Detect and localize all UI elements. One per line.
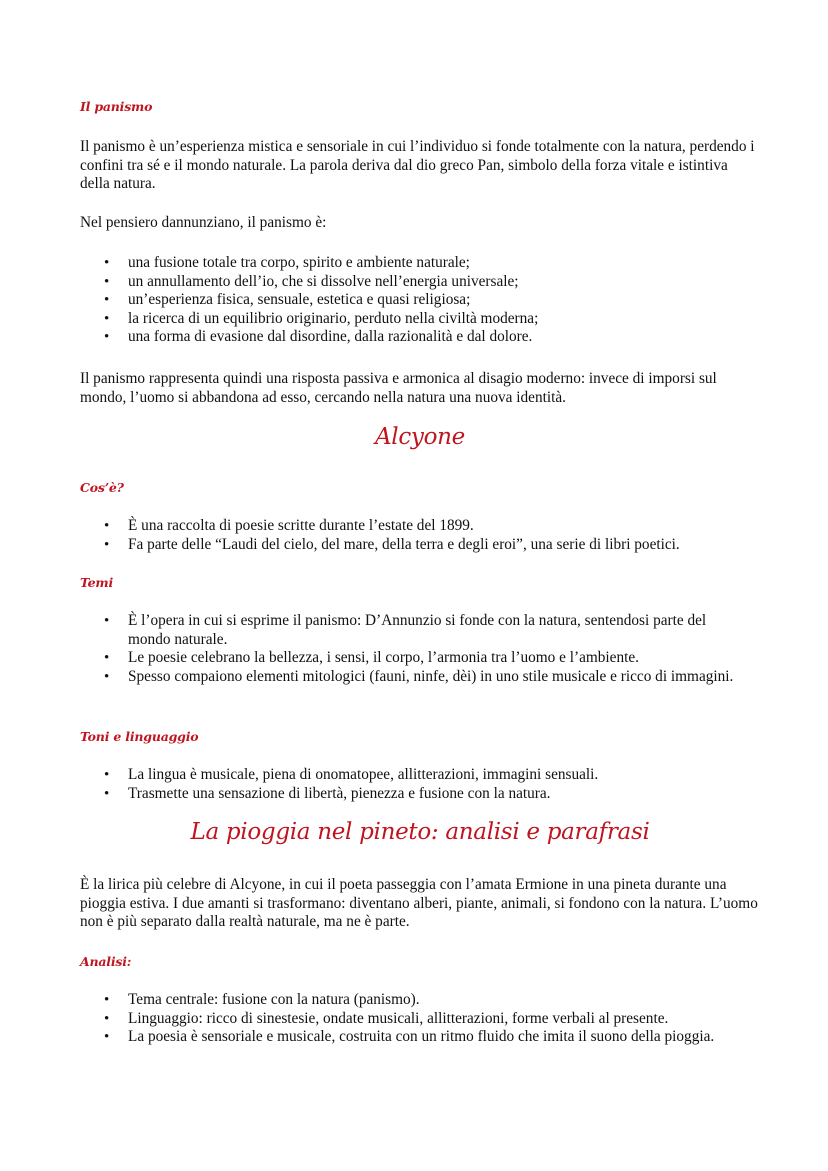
heading-analisi: Analisi: — [80, 954, 132, 969]
list-item: • La poesia è sensoriale e musicale, costruita con un ritmo fluido che imita il suono della pioggia. — [80, 1028, 740, 1047]
heading-alcyone: Alcyone — [374, 424, 465, 450]
toni-list — [80, 766, 740, 803]
list-item: • È l’opera in cui si esprime il panismo: D’Annunzio si fonde con la natura, sentendosi parte del mondo naturale. — [80, 612, 740, 649]
panismo-lead: Nel pensiero dannunziano, il panismo è: — [80, 214, 327, 231]
list-item: • Trasmette una sensazione di libertà, pienezza e fusione con la natura. — [80, 785, 740, 804]
panismo-list — [80, 254, 740, 347]
analisi-list — [80, 991, 740, 1047]
list-item: • una forma di evasione dal disordine, dalla razionalità e dal dolore. — [80, 328, 740, 347]
heading-cose: Cos’è? — [80, 480, 124, 495]
list-item: • un annullamento dell’io, che si dissolve nell’energia universale; — [80, 273, 740, 292]
heading-il-panismo: Il panismo — [80, 99, 153, 114]
cose-list — [80, 517, 740, 554]
list-item: • un’esperienza fisica, sensuale, estetica e quasi religiosa; — [80, 291, 740, 310]
heading-pioggia-nel-pineto: La pioggia nel pineto: analisi e parafrasi — [190, 819, 650, 845]
list-item: • È una raccolta di poesie scritte durante l’estate del 1899. — [80, 517, 740, 536]
list-item: • la ricerca di un equilibrio originario, perduto nella civiltà moderna; — [80, 310, 740, 329]
temi-list — [80, 612, 740, 686]
list-item: • Le poesie celebrano la bellezza, i sensi, il corpo, l’armonia tra l’uomo e l’ambiente. — [80, 649, 740, 668]
list-item: • Fa parte delle “Laudi del cielo, del mare, della terra e degli eroi”, una serie di libri poetici. — [80, 536, 740, 555]
heading-toni-linguaggio: Toni e linguaggio — [80, 729, 199, 744]
list-item: • Spesso compaiono elementi mitologici (fauni, ninfe, dèi) in uno stile musicale e ricco di immagini. — [80, 668, 740, 687]
list-item: • Tema centrale: fusione con la natura (panismo). — [80, 991, 740, 1010]
panismo-conclusion: Il panismo rappresenta quindi una risposta passiva e armonica al disagio moderno: invece di imporsi sul mondo, l’uomo si abbandona ad esso, cercando nella natura una nuova identità. — [80, 370, 717, 406]
panismo-intro: Il panismo è un’esperienza mistica e sensoriale in cui l’individuo si fonde totalmente con la natura, perdendo i confini tra sé e il mondo naturale. La parola deriva dal dio greco Pan, simbolo della forza vitale e istintiva della natura. — [80, 138, 755, 192]
list-item: • Linguaggio: ricco di sinestesie, ondate musicali, allitterazioni, forme verbali al presente. — [80, 1010, 740, 1029]
heading-temi: Temi — [80, 575, 113, 590]
list-item: • La lingua è musicale, piena di onomatopee, allitterazioni, immagini sensuali. — [80, 766, 740, 785]
list-item: • una fusione totale tra corpo, spirito e ambiente naturale; — [80, 254, 740, 273]
pioggia-intro: È la lirica più celebre di Alcyone, in cui il poeta passeggia con l’amata Ermione in una pineta durante una pioggia estiva. I due amanti si trasformano: diventano alberi, piante, animali, si fondono con la natura. L’uomo non è più separato dalla realtà naturale, ma ne è parte. — [80, 876, 758, 930]
